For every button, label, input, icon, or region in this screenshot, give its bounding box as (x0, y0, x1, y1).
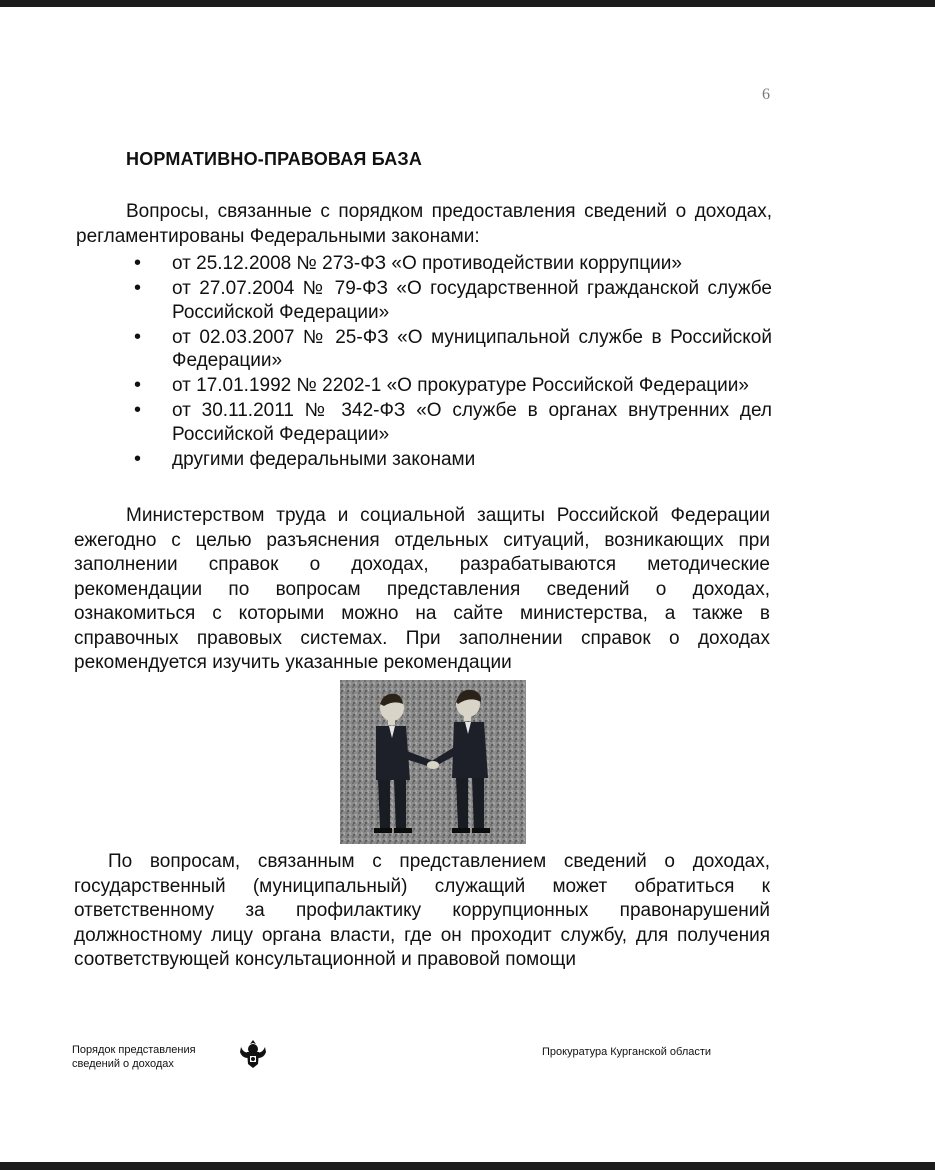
list-item (132, 252, 772, 276)
prosecutor-emblem-icon (238, 1038, 268, 1070)
top-border (0, 0, 935, 7)
laws-list (132, 252, 772, 473)
bottom-border (0, 1162, 935, 1170)
law-text: от 27.07.2004 № 79-ФЗ «О государственной гражданской службе Российской Федерации» (172, 278, 772, 323)
bullet-icon: • (134, 399, 142, 421)
footer-left (72, 1043, 196, 1071)
footer-left-line2: сведений о доходах (72, 1058, 174, 1070)
law-text: от 25.12.2008 № 273-ФЗ «О противодействии коррупции» (172, 253, 682, 274)
handshake-illustration (340, 680, 526, 844)
bullet-icon: • (134, 374, 142, 396)
law-text: от 02.03.2007 № 25-ФЗ «О муниципальной службе в Российской Федерации» (172, 326, 772, 371)
list-item (132, 374, 772, 398)
bullet-icon: • (134, 252, 142, 274)
list-item (132, 448, 772, 472)
law-text: от 17.01.1992 № 2202-1 «О прокуратуре Российской Федерации» (172, 375, 749, 396)
list-item (132, 277, 772, 324)
law-text: от 30.11.2011 № 342-ФЗ «О службе в органах внутренних дел Российской Федерации» (172, 400, 772, 445)
bullet-icon: • (134, 277, 142, 299)
bullet-icon: • (134, 325, 142, 348)
list-item (132, 326, 772, 373)
list-item (132, 399, 772, 446)
ministry-paragraph: Министерством труда и социальной защиты Российской Федерации ежегодно с целью разъяснения отдельных ситуаций, возникающих при заполнении справок о доходах, разрабатываются методические рекомендации по вопросам представления сведений о доходах, ознакомиться с которыми можно на сайте министерства, а также в справочных правовых системах. При заполнении справок о доходах рекомендуется изучить указанные рекомендации (74, 505, 770, 673)
consultation-paragraph: По вопросам, связанным с представлением сведений о доходах, государственный (муниципальный) служащий может обратиться к ответственному за профилактику коррупционных правонарушений должностному лицу органа власти, где он проходит службу, для получения соответствующей консультационной и правовой помощи (74, 851, 770, 970)
law-text: другими федеральными законами (172, 448, 476, 470)
footer-left-line1: Порядок представления (72, 1044, 196, 1056)
bullet-icon: • (134, 447, 142, 470)
intro-paragraph: Вопросы, связанные с порядком предоставления сведений о доходах, регламентированы Федеральными законами: (76, 201, 772, 247)
page-title: НОРМАТИВНО-ПРАВОВАЯ БАЗА (126, 149, 423, 169)
page-number: 6 (762, 86, 770, 103)
footer-right: Прокуратура Курганской области (542, 1046, 712, 1058)
